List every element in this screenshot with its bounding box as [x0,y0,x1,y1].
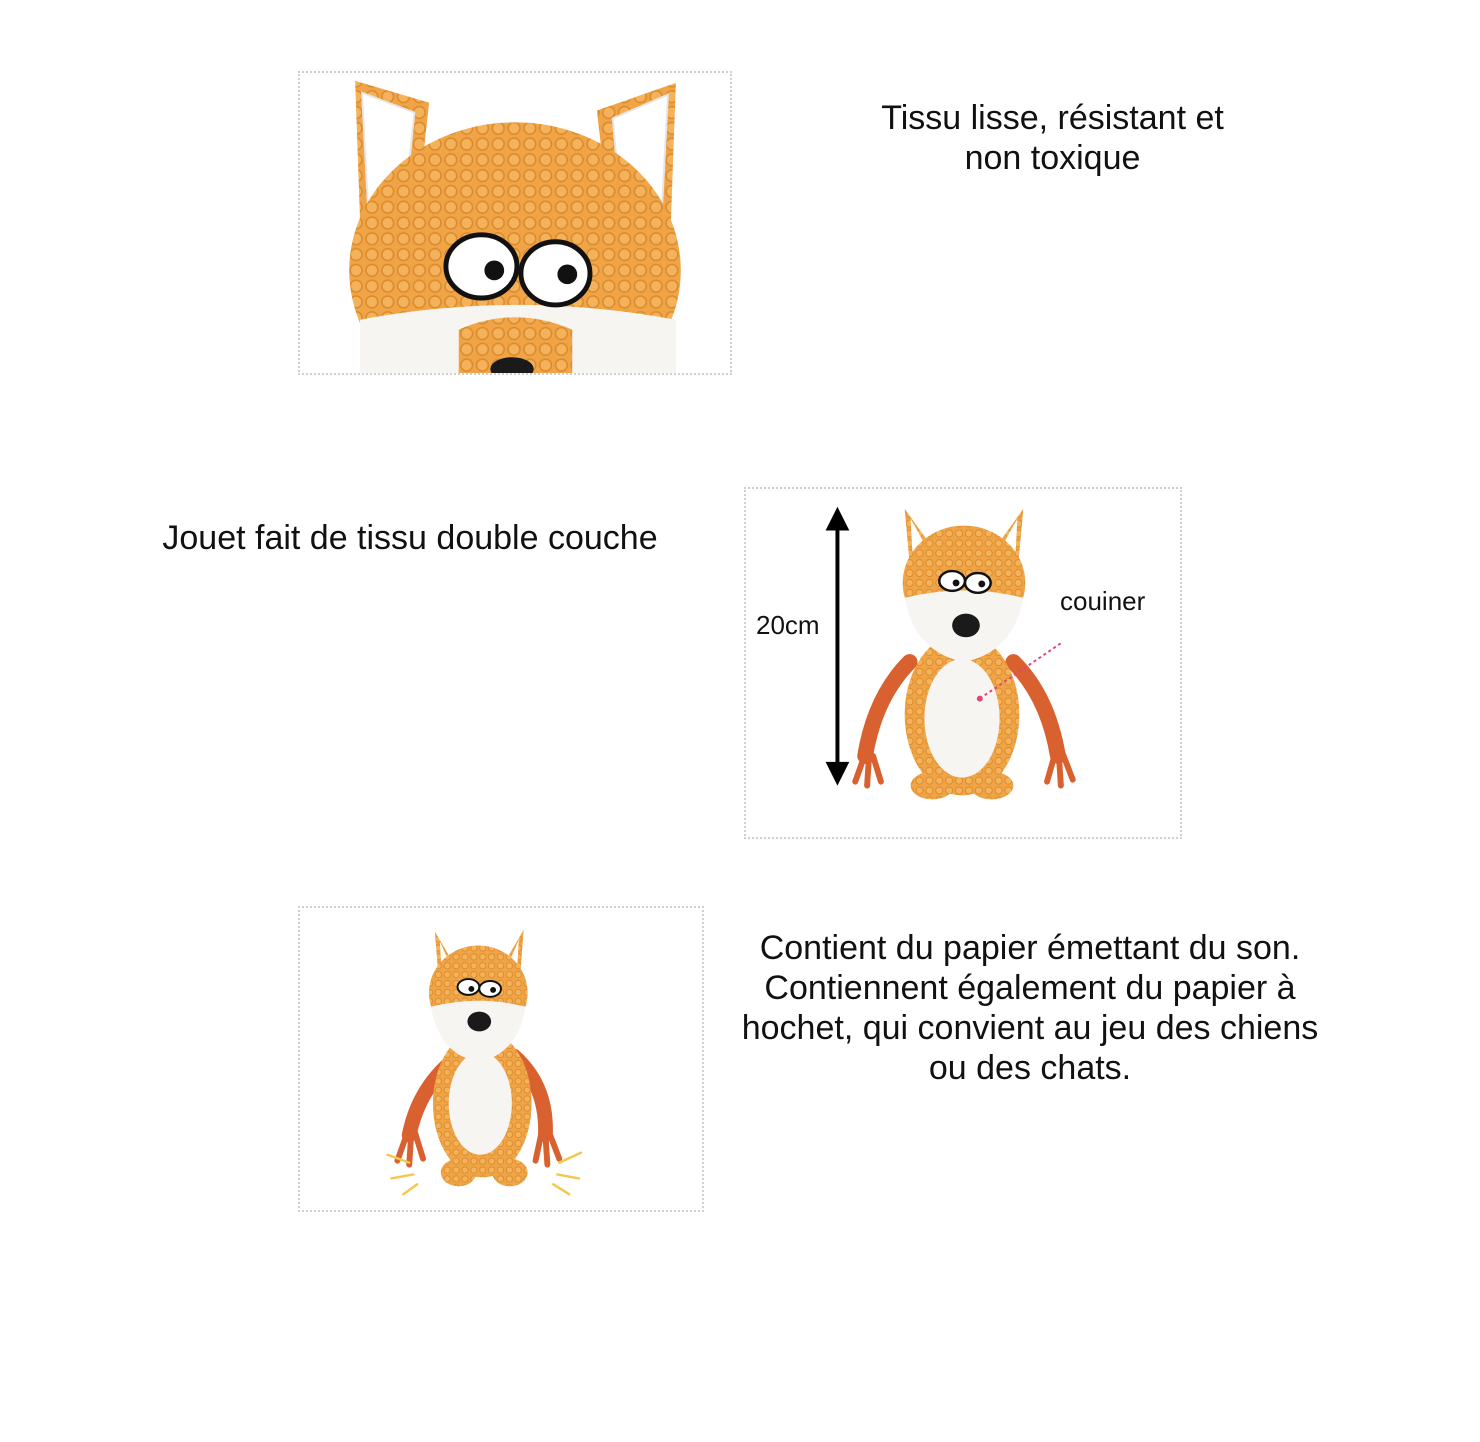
caption-line: non toxique [964,139,1141,177]
section-2-caption [120,518,700,558]
fox-head-closeup-icon [300,73,730,373]
section-1-caption [830,98,1275,178]
caption-line: Jouet fait de tissu double couche [162,519,658,557]
fox-toy-measurement-image [744,487,1182,839]
fox-head-closeup-image [298,71,732,375]
fox-toy-squeak-image [298,906,704,1212]
caption-line: Contient du papier émettant du son. [759,929,1301,967]
dimension-label: 20cm [756,610,820,640]
section-3-caption [700,928,1360,1088]
caption-line: hochet, qui convient au jeu des chiens [741,1009,1319,1047]
caption-line: ou des chats. [928,1049,1132,1087]
squeaker-callout-label: couiner [1060,586,1146,616]
fox-toy-squeak-icon [300,908,702,1210]
fox-toy-measurement-icon [746,489,1180,837]
caption-line: Tissu lisse, résistant et [881,99,1224,137]
caption-line: Contiennent également du papier à [764,969,1296,1007]
